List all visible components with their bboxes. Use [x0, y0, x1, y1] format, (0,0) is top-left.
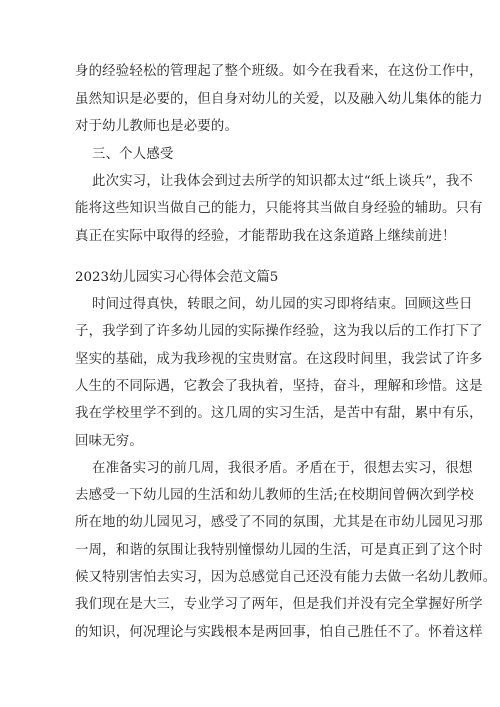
article-title: 2023幼儿园实习心得体会范文篇5: [75, 270, 279, 285]
paragraph-line: 我在学校里学不到的。这几周的实习生活，是苦中有甜，累中有乐，: [75, 406, 483, 421]
paragraph-line: 所在地的幼儿园见习，感受了不同的氛围，尤其是在市幼儿园见习那: [75, 515, 483, 530]
paragraph-line: 对于幼儿教师也是必要的。: [75, 119, 239, 134]
paragraph-line: 子，我学到了许多幼儿园的实际操作经验，这为我以后的工作打下了: [75, 324, 483, 339]
section-subheading: 三、个人感受: [92, 147, 174, 162]
paragraph-line: 一周，和谐的氛围让我特别憧憬幼儿园的生活，可是真正到了这个时: [75, 543, 483, 558]
paragraph-line: 的知识，何况理论与实践根本是两回事，怕自己胜任不了。怀着这样: [75, 625, 483, 640]
paragraph-line: 能将这些知识当做自己的能力，只能将其当做自身经验的辅助。只有: [75, 201, 483, 216]
paragraph-line: 候又特别害怕去实习，因为总感觉自己还没有能力去做一名幼儿教师。: [75, 570, 497, 585]
paragraph-line: 人生的不同际遇，它教会了我执着，坚持，奋斗，理解和珍惜。这是: [75, 379, 483, 394]
paragraph-line: 去感受一下幼儿园的生活和幼儿教师的生活;在校期间曾俩次到学校: [75, 488, 474, 503]
paragraph-line: 我们现在是大三，专业学习了两年，但是我们并没有完全掌握好所学: [75, 597, 483, 612]
paragraph-line: 坚实的基础，成为我珍视的宝贵财富。在这段时间里，我尝试了许多: [75, 352, 483, 367]
paragraph-line: 时间过得真快，转眼之间，幼儿园的实习即将结束。回顾这些日: [92, 297, 473, 312]
paragraph-line: 虽然知识是必要的，但自身对幼儿的关爱，以及融入幼儿集体的能力: [75, 92, 483, 107]
paragraph-line: 真正在实际中取得的经验，才能帮助我在这条道路上继续前进！: [75, 229, 456, 244]
paragraph-line: 此次实习，让我体会到过去所学的知识都太过“纸上谈兵”，我不: [92, 174, 474, 189]
paragraph-line: 身的经验轻松的管理起了整个班级。如今在我看来，在这份工作中，: [75, 64, 483, 79]
paragraph-line: 在准备实习的前几周，我很矛盾。矛盾在于，很想去实习，很想: [92, 461, 473, 476]
paragraph-line: 回味无穷。: [75, 434, 143, 449]
